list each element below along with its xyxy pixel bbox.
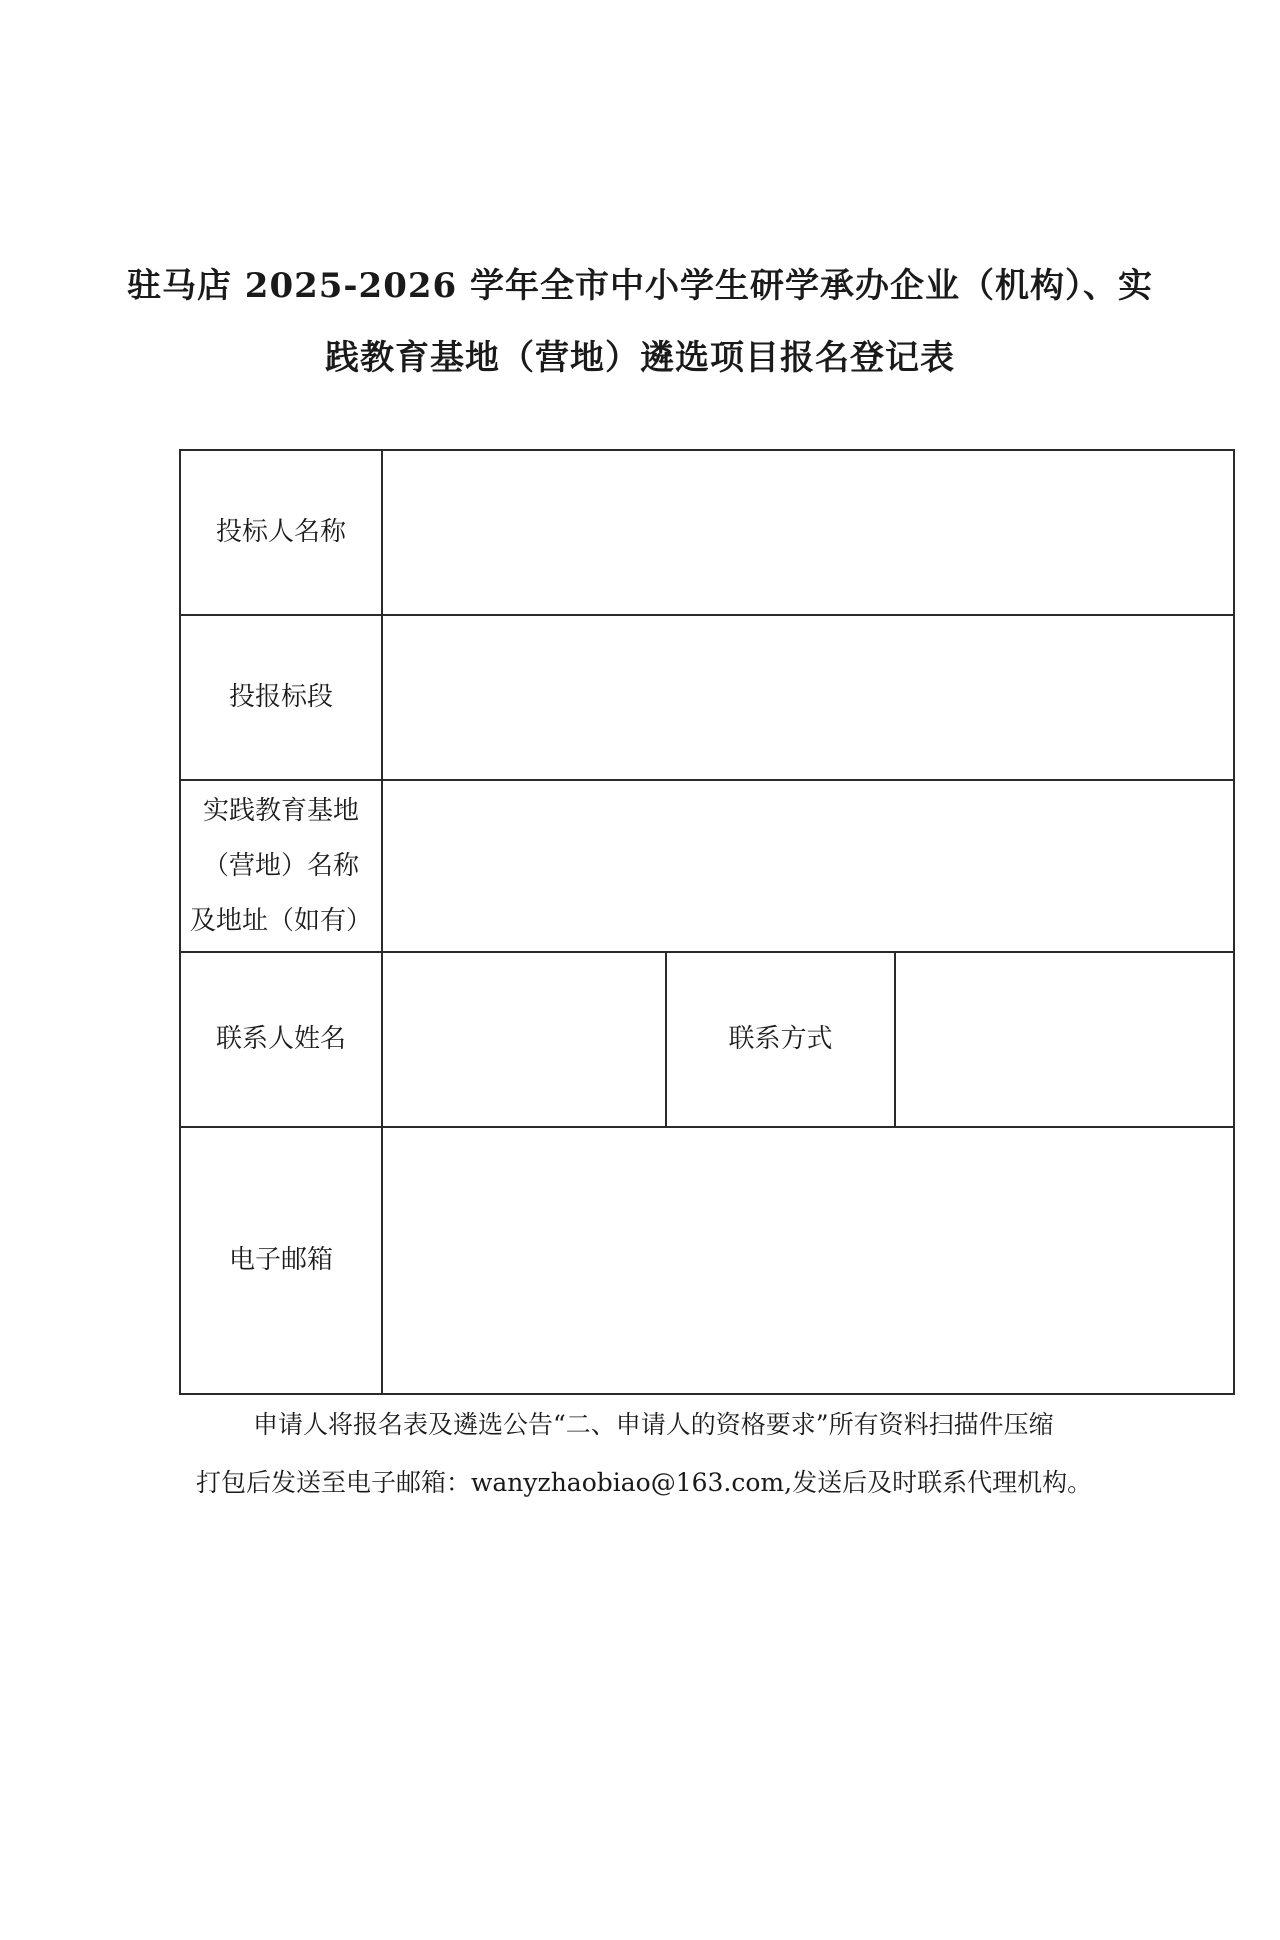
contact-method-field[interactable] (895, 952, 1234, 1127)
base-name-address-label-line-3: 及地址（如有） (189, 905, 372, 936)
form-row-base-name-address (180, 780, 1234, 952)
document-title-line-2: 践教育基地（营地）遴选项目报名登记表 (325, 338, 955, 378)
email-label: 电子邮箱 (180, 1127, 382, 1394)
submission-note-line-1: 申请人将报名表及遴选公告“二、申请人的资格要求”所有资料扫描件压缩 (253, 1410, 1054, 1439)
submission-note-line-2: 打包后发送至电子邮箱：wanyzhaobiao@163.com,发送后及时联系代理机构。 (196, 1468, 1093, 1497)
contact-person-label: 联系人姓名 (180, 952, 382, 1127)
contact-person-field[interactable] (382, 952, 666, 1127)
registration-form-table (179, 449, 1235, 1395)
bidder-name-label: 投标人名称 (180, 450, 382, 615)
document-title-line-1: 驻马店 2025-2026 学年全市中小学生研学承办企业（机构）、实 (126, 266, 1154, 306)
base-name-address-label-line-1: 实践教育基地 (202, 795, 359, 826)
bidder-name-field[interactable] (382, 450, 1234, 615)
contact-method-label: 联系方式 (666, 952, 895, 1127)
bid-section-label: 投报标段 (180, 615, 382, 780)
form-row-contact (180, 952, 1234, 1127)
form-row-email (180, 1127, 1234, 1394)
form-row-bid-section (180, 615, 1234, 780)
base-name-address-field[interactable] (382, 780, 1234, 952)
email-field[interactable] (382, 1127, 1234, 1394)
base-name-address-label (180, 780, 382, 952)
bid-section-field[interactable] (382, 615, 1234, 780)
base-name-address-label-line-2: （营地）名称 (202, 850, 359, 881)
form-row-bidder-name (180, 450, 1234, 615)
